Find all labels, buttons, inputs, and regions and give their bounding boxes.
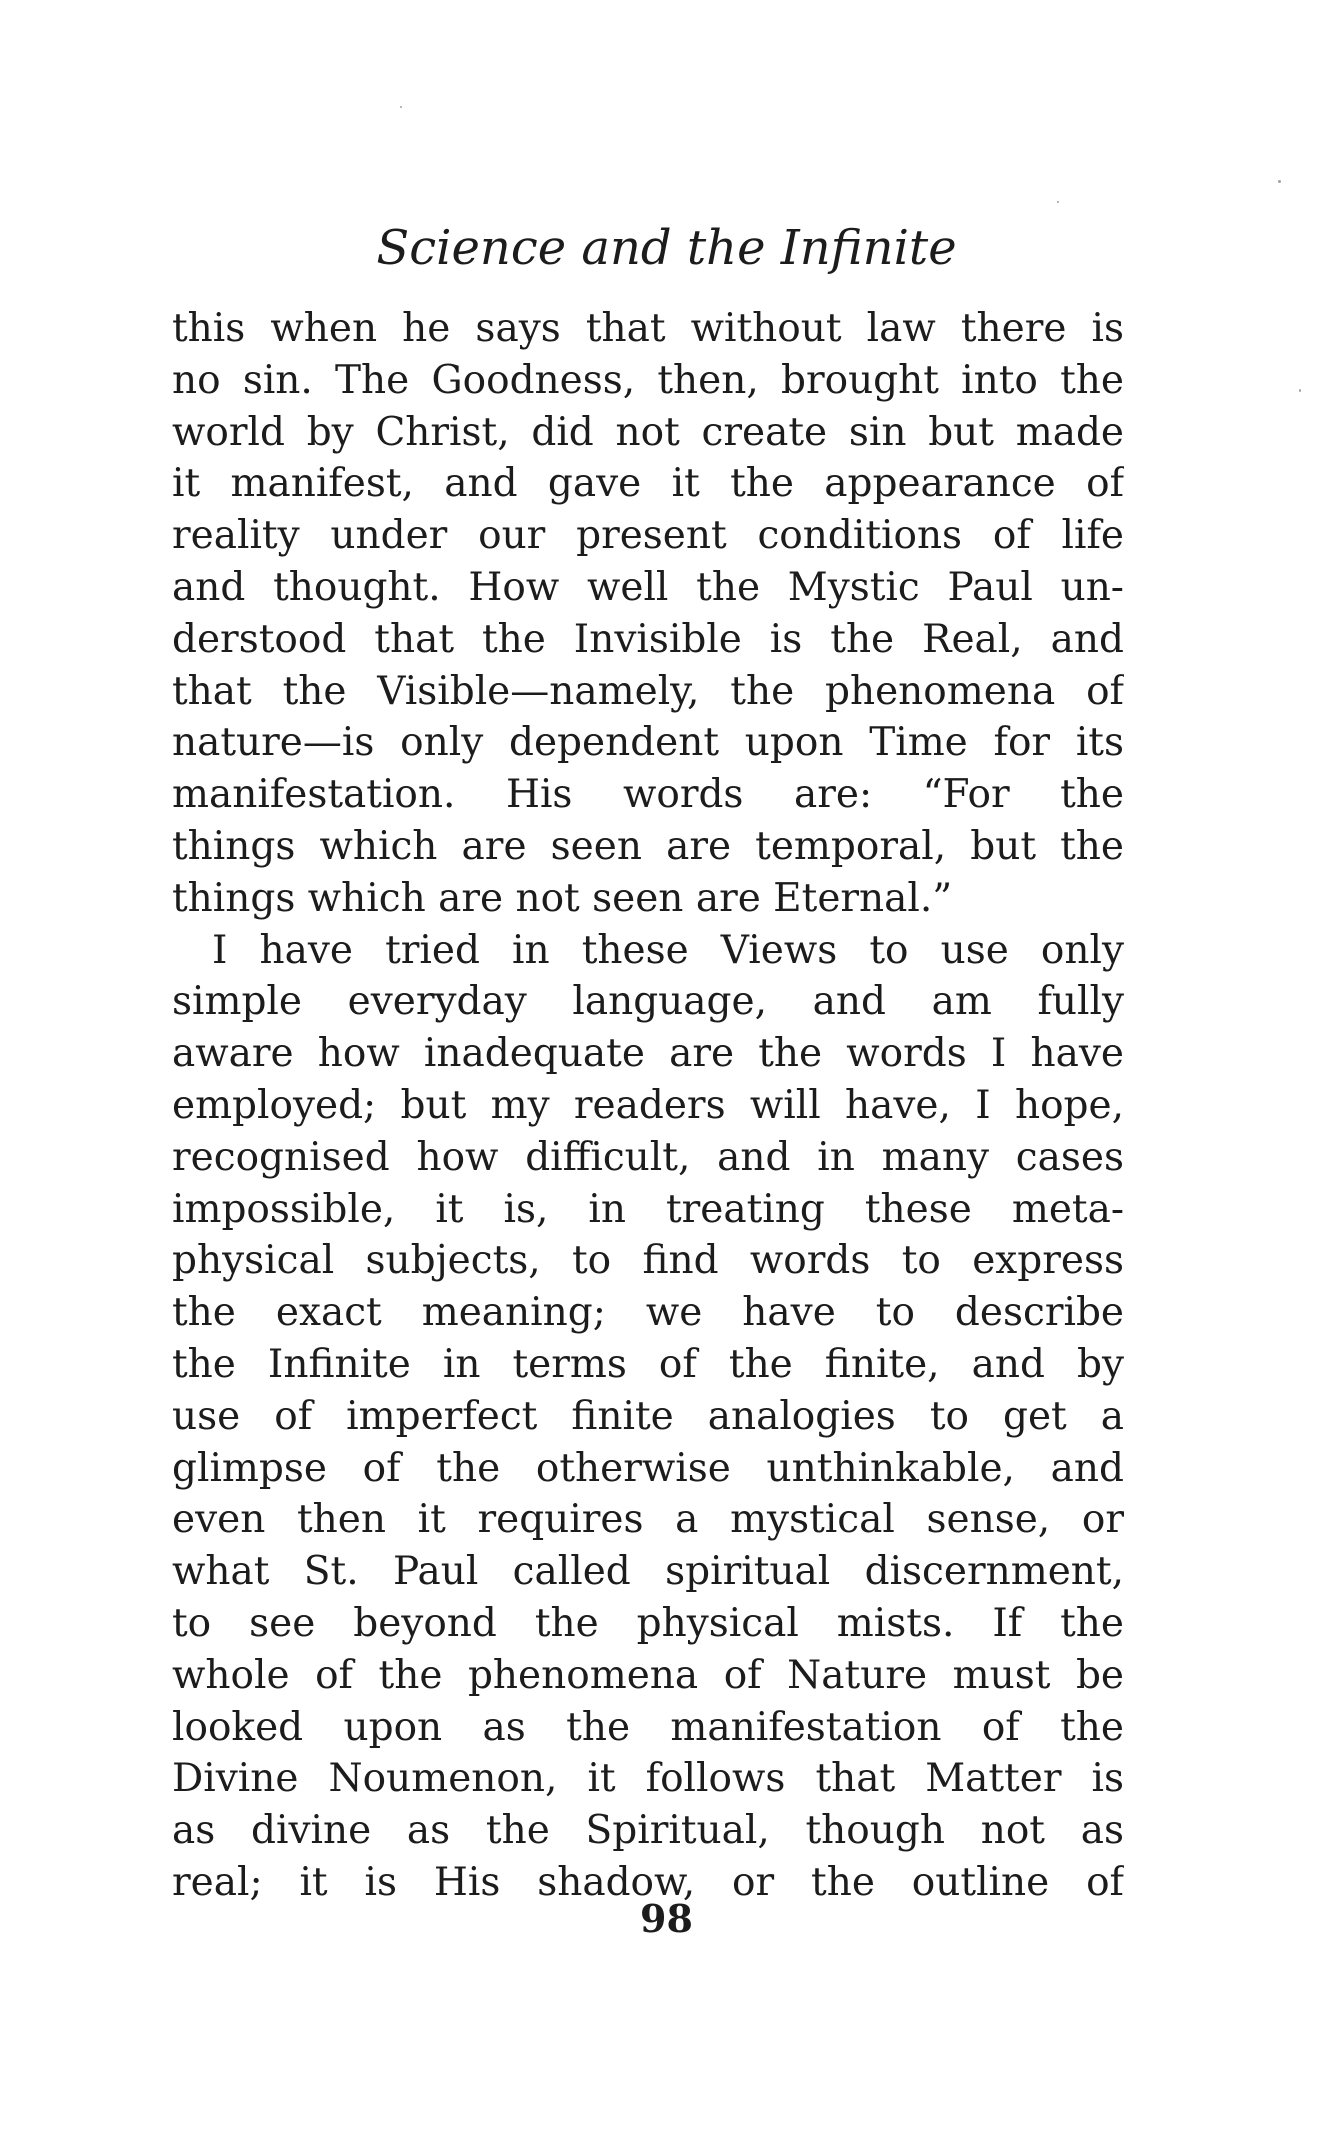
text-line: as divine as the Spiritual, though not as xyxy=(172,1808,1124,1854)
text-line: even then it requires a mystical sense, or xyxy=(172,1497,1124,1543)
text-line: Divine Noumenon, it follows that Matter is xyxy=(172,1756,1124,1802)
paper-speck xyxy=(1057,201,1059,203)
text-line: simple everyday language, and am fully xyxy=(172,979,1124,1025)
text-line: whole of the phenomena of Nature must be xyxy=(172,1652,1124,1698)
text-line: recognised how difficult, and in many cases xyxy=(172,1134,1124,1180)
text-line: glimpse of the otherwise unthinkable, and xyxy=(172,1445,1124,1491)
paper-speck xyxy=(1299,389,1301,392)
text-line: aware how inadequate are the words I have xyxy=(172,1031,1124,1077)
text-line: physical subjects, to find words to express xyxy=(172,1238,1124,1284)
text-line: the exact meaning; we have to describe xyxy=(172,1290,1124,1336)
body-text xyxy=(172,303,1124,1909)
text-line: reality under our present conditions of life xyxy=(172,513,1124,559)
paper-speck xyxy=(1278,180,1281,183)
text-line: I have tried in these Views to use only xyxy=(212,927,1124,973)
text-line: nature—is only dependent upon Time for its xyxy=(172,720,1124,766)
text-line: to see beyond the physical mists. If the xyxy=(172,1600,1124,1646)
text-line: use of imperfect finite analogies to get a xyxy=(172,1393,1124,1439)
text-line: and thought. How well the Mystic Paul un- xyxy=(172,564,1124,610)
text-line: what St. Paul called spiritual discernment, xyxy=(172,1549,1124,1595)
paper-speck xyxy=(400,106,402,108)
text-line: it manifest, and gave it the appearance of xyxy=(172,461,1124,507)
text-line: real; it is His shadow, or the outline of xyxy=(172,1859,1124,1905)
text-line: things which are seen are temporal, but the xyxy=(172,823,1124,869)
running-head: Science and the Infinite xyxy=(376,220,957,276)
text-line: looked upon as the manifestation of the xyxy=(172,1704,1124,1750)
text-line: this when he says that without law there is xyxy=(172,306,1124,351)
text-line: employed; but my readers will have, I hope, xyxy=(172,1082,1124,1128)
text-line: manifestation. His words are: “For the xyxy=(172,772,1124,818)
text-line: impossible, it is, in treating these meta- xyxy=(172,1186,1124,1232)
text-line: derstood that the Invisible is the Real, and xyxy=(172,616,1124,662)
text-line: no sin. The Goodness, then, brought into the xyxy=(172,357,1124,403)
page-number: 98 xyxy=(640,1896,693,1941)
text-line: the Infinite in terms of the finite, and by xyxy=(172,1341,1124,1387)
text-line: world by Christ, did not create sin but made xyxy=(172,409,1124,455)
text-line: that the Visible—namely, the phenomena of xyxy=(172,668,1124,714)
text-line: things which are not seen are Eternal.” xyxy=(172,875,953,921)
